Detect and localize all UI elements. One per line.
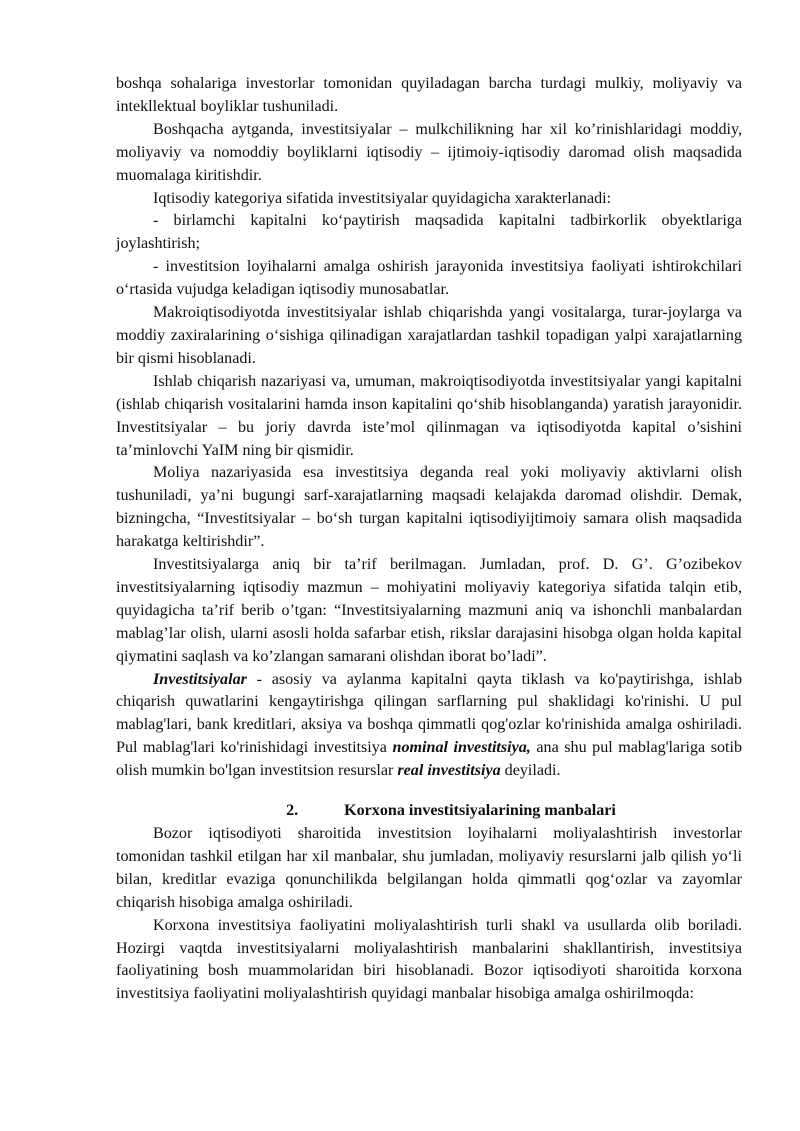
list-item: - investitsion loyihalarni amalga oshirish jarayonida investitsiya faoliyati ishtirokchilari o‘rtasida vujudga keladigan iqtisodiy munosabatlar.: [116, 258, 742, 299]
definition-text: ana shu pul mablag'lariga sotib olish mumkin bo'lgan investitsion resurslar: [116, 739, 743, 780]
paragraph: Korxona investitsiya faoliyatini moliyalashtirish turli shakl va usullarda olib boriladi. Hozirgi vaqtda investitsiyalarni moliyalashtirish manbalarini shakllantirish, investitsiya faoliyatining bosh muammolaridan biri hisoblanadi. Bozor iqtisodiyoti sharoitida korxona investitsiya faoliyatini moliyalashtirish quyidagi manbalar hisobiga amalga oshirilmoqda:: [116, 916, 742, 1003]
paragraph: Makroiqtisodiyotda investitsiyalar ishlab chiqarishda yangi vositalarga, turar-joylarga va moddiy zaxiralarining o‘sishiga qilinadigan xarajatlardan tashkil topadigan yalpi xarajatlarning bir qismi hisoblanadi.: [116, 304, 742, 367]
paragraph: Boshqacha aytganda, investitsiyalar – mulkchilikning har xil ko’rinishlaridagi moddiy, moliyaviy va nomoddiy boyliklarni iqtisodiy – ijtimoiy-iqtisodiy daromad olish maqsadida muomalaga kiritishdir.: [116, 120, 742, 184]
document-page: [116, 73, 742, 1006]
paragraph: Moliya nazariyasida esa investitsiya deganda real yoki moliyaviy aktivlarni olish tushuniladi, ya’ni bugungi sarf-xarajatlarning maqsadi kelajakda daromad olishdir. Demak, bizningcha, “Investitsiyalar – bo‘sh turgan kapitalni iqtisodiyijtimoiy samara olish maqsadida harakatga keltirishdir”.: [116, 464, 742, 551]
definition-paragraph: [116, 669, 742, 784]
paragraph: Investitsiyalarga aniq bir ta’rif berilmagan. Jumladan, prof. D. G’. G’ozibekov investitsiyalarning iqtisodiy mazmun – mohiyatini moliyaviy kategoriya sifatida talqin etib, quyidagicha ta’rif berib o’tgan: “Investitsiyalarning mazmuni aniq va ishonchli manbalardan mablag’lar olish, ularni asosli holda safarbar etish, rikslar darajasini hisobga olgan holda kapital qiymatini saqlash va ko’zlangan samarani olishdan iborat bo’ladi”.: [116, 556, 742, 665]
paragraph: boshqa sohalariga investorlar tomonidan quyiladagan barcha turdagi mulkiy, moliyaviy va intekllektual boyliklar tushuniladi.: [116, 75, 742, 115]
term-investitsiyalar: Investitsiyalar: [153, 670, 247, 688]
section-heading: [116, 800, 742, 823]
paragraph: Iqtisodiy kategoriya sifatida investitsiyalar quyidagicha xarakterlanadi:: [153, 189, 612, 207]
paragraph: Ishlab chiqarish nazariyasi va, umuman, makroiqtisodiyotda investitsiyalar yangi kapitalni (ishlab chiqarish vositalarini hamda inson kapitalini qo‘shib hisoblanganda) yaratish jarayonidir. Investitsiyalar – bu joriy davrda iste’mol qilinmagan va iqtisodiyotda kapital o’sishini ta’minlovchi YaIM ning bir qismidir.: [116, 372, 742, 459]
term-nominal-investitsiya: nominal investitsiya,: [392, 739, 531, 757]
section-number: 2.: [286, 802, 299, 820]
section-title: Korxona investitsiyalarining manbalari: [344, 802, 616, 820]
term-real-investitsiya: real investitsiya: [397, 762, 501, 780]
definition-text: deyiladi.: [500, 762, 561, 780]
list-item: - birlamchi kapitalni ko‘paytirish maqsadida kapitalni tadbirkorlik obyektlariga joylashtirish;: [116, 212, 742, 253]
paragraph: Bozor iqtisodiyoti sharoitida investitsion loyihalarni moliyalashtirish investorlar tomonidan tashkil etilgan har xil manbalar, shu jumladan, moliyaviy resurslarni jalb qilish yo‘li bilan, kreditlar evaziga qonunchilikda belgilangan holda qimmatli qog‘ozlar va zayomlar chiqarish hisobiga amalga oshiriladi.: [116, 825, 742, 911]
definition-text: - asosiy va aylanma kapitalni qayta tiklash va ko'paytirishga, ishlab chiqarish quwatlarini kengaytirishga qilingan sarflarning pul shaklidagi ko'rinishi. U pul mablag'lari, bank kreditlari, aksiya va boshqa qimmatli qog'ozlar ko'rinishida amalga oshiriladi. Pul mablag'lari ko'rinishidagi investitsiya: [116, 670, 742, 757]
